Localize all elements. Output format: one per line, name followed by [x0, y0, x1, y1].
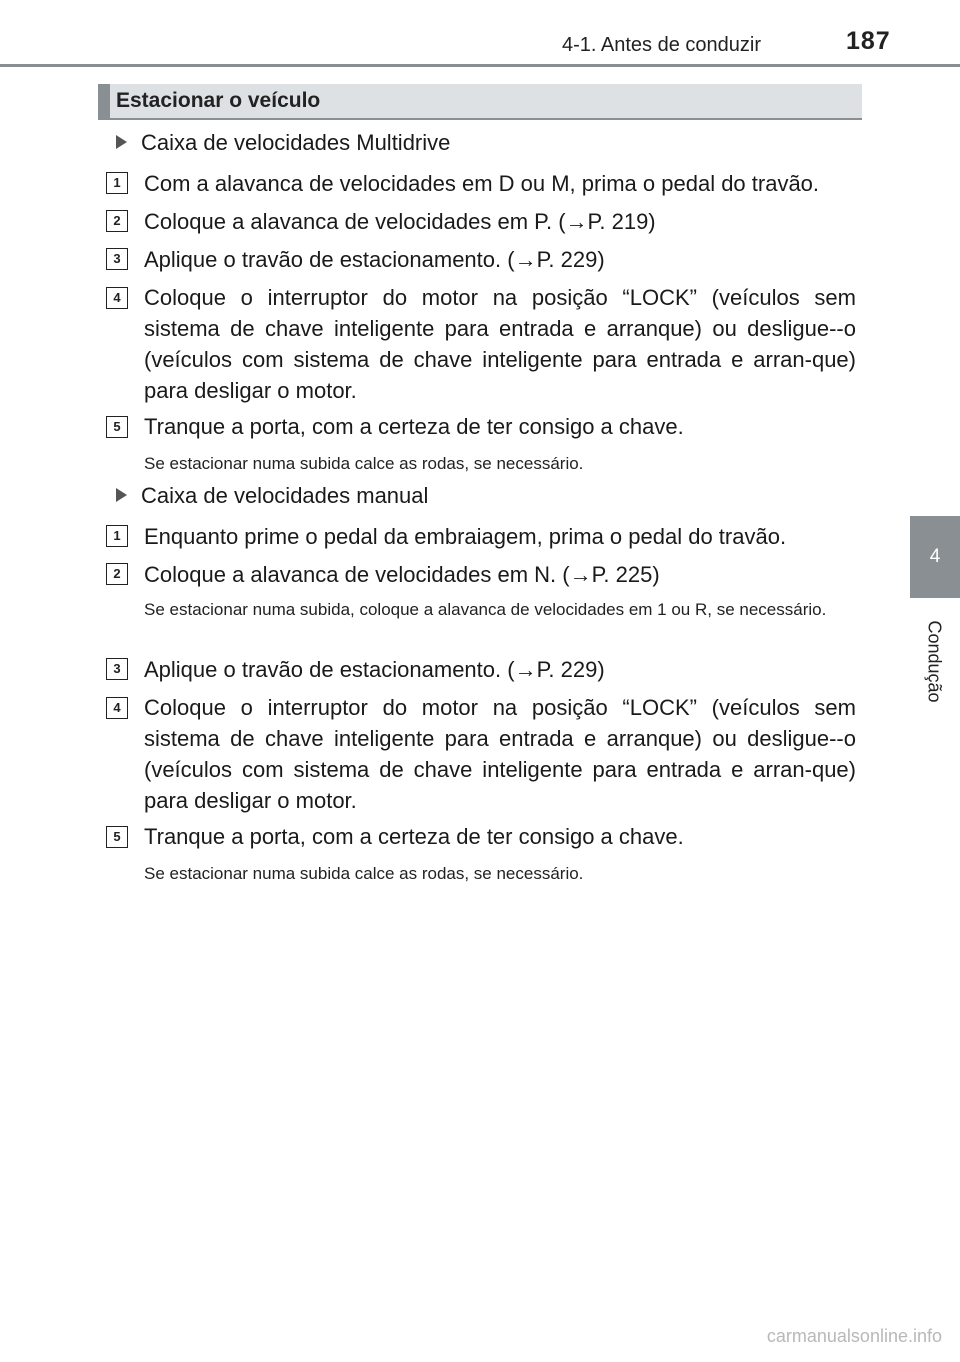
manual-step-3: Aplique o travão de estacionamento. (→P. 229) — [144, 657, 605, 682]
manual-heading-text: Caixa de velocidades manual — [141, 483, 429, 508]
triangle-bullet-icon — [116, 135, 127, 149]
step-number-badge: 3 — [106, 248, 128, 270]
triangle-bullet-icon — [116, 488, 127, 502]
section-heading — [98, 84, 862, 120]
chapter-label: Condução — [924, 619, 945, 703]
page-number: 187 — [846, 27, 891, 55]
multidrive-note: Se estacionar numa subida calce as rodas, se necessário. — [144, 454, 584, 473]
multidrive-step-1: Com a alavanca de velocidades em D ou M, prima o pedal do travão. — [144, 171, 820, 196]
step-number-badge: 4 — [106, 287, 128, 309]
multidrive-step-2: Coloque a alavanca de velocidades em P. (→P. 219) — [144, 209, 656, 234]
manual-step-1: Enquanto prime o pedal da embraiagem, prima o pedal do travão. — [144, 524, 787, 549]
step-number-badge: 1 — [106, 172, 128, 194]
step-number-badge: 2 — [106, 563, 128, 585]
manual-step-5: Tranque a porta, com a certeza de ter consigo a chave. — [144, 824, 684, 849]
header-section-title: 4-1. Antes de conduzir — [562, 34, 762, 56]
multidrive-heading — [116, 130, 450, 156]
section-title: Estacionar o veículo — [116, 89, 321, 112]
step-number-badge: 3 — [106, 658, 128, 680]
step-number-badge: 4 — [106, 697, 128, 719]
step-number-badge: 5 — [106, 826, 128, 848]
manual-note: Se estacionar numa subida calce as rodas, se necessário. — [144, 864, 584, 883]
chapter-label-container — [914, 606, 954, 716]
manual-step-2: Coloque a alavanca de velocidades em N. (→P. 225) — [144, 562, 660, 587]
step-number-badge: 1 — [106, 525, 128, 547]
multidrive-step-4: Coloque o interruptor do motor na posição “LOCK” (veículos sem sistema de chave inteligente para entrada e arranque) ou desligue--o (veículos com sistema de chave inteligente para entrada e arran-que) para desligar o motor. — [144, 285, 856, 403]
multidrive-step-3: Aplique o travão de estacionamento. (→P. 229) — [144, 247, 605, 272]
step-number-badge: 5 — [106, 416, 128, 438]
multidrive-step-5: Tranque a porta, com a certeza de ter consigo a chave. — [144, 414, 684, 439]
chapter-number: 4 — [929, 546, 941, 567]
header-divider — [0, 64, 960, 67]
watermark: carmanualsonline.info — [766, 1326, 942, 1346]
step-number-badge: 2 — [106, 210, 128, 232]
chapter-tab — [910, 516, 960, 598]
manual-heading — [116, 483, 428, 509]
manual-step-2-note: Se estacionar numa subida, coloque a alavanca de velocidades em 1 ou R, se necessário. — [144, 600, 827, 619]
multidrive-heading-text: Caixa de velocidades Multidrive — [141, 130, 451, 155]
manual-step-4: Coloque o interruptor do motor na posição “LOCK” (veículos sem sistema de chave inteligente para entrada e arranque) ou desligue--o (veículos com sistema de chave inteligente para entrada e arran-que) para desligar o motor. — [144, 695, 856, 813]
